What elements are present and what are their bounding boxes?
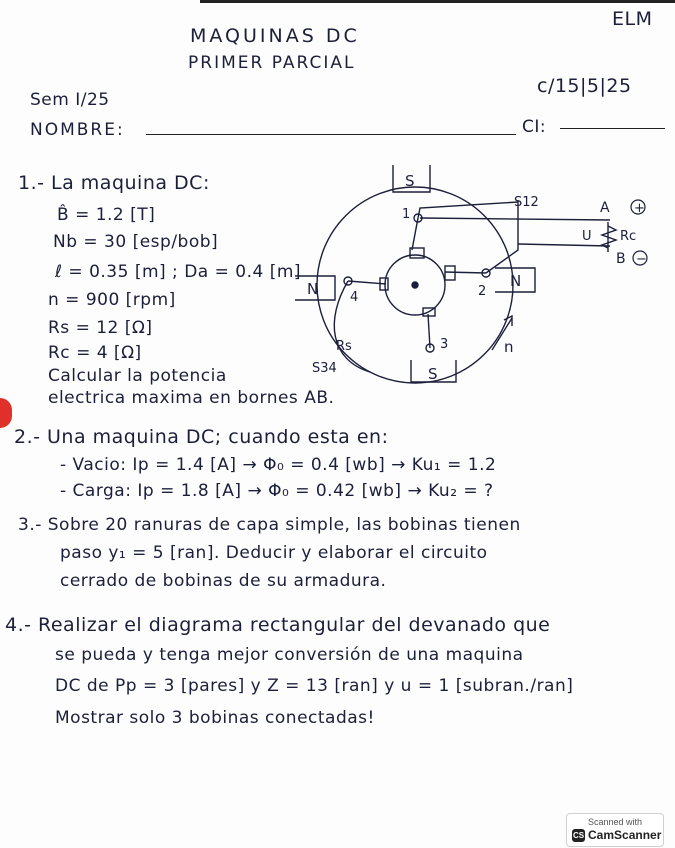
ci-underline: [560, 128, 665, 129]
camscanner-logo-icon: CS: [572, 831, 585, 840]
course-code: ELM: [612, 8, 653, 30]
camscanner-name: CamScanner: [588, 828, 662, 842]
q1-flux-density: B̂ = 1.2 [T]: [57, 205, 156, 225]
speed-n-label: n: [504, 338, 514, 356]
name-label: NOMBRE:: [30, 120, 125, 140]
q1-length-diameter: ℓ = 0.35 [m] ; Da = 0.4 [m]: [55, 262, 302, 282]
voltage-u-label: U: [582, 229, 592, 244]
brush-4-label: 4: [350, 290, 359, 305]
exam-title: MAQUINAS DC: [190, 25, 360, 47]
terminal-b-label: B: [616, 251, 626, 267]
q4-line-2: se pueda y tenga mejor conversión de una maquina: [55, 645, 524, 665]
pole-top-label: S: [405, 172, 415, 190]
scanned-with-text: Scanned with: [587, 817, 643, 827]
exam-subtitle: PRIMER PARCIAL: [188, 53, 356, 73]
s34-label: S34: [312, 361, 337, 376]
q4-line-4: Mostrar solo 3 bobinas conectadas!: [55, 708, 375, 728]
q1-intro: 1.- La maquina DC:: [18, 172, 210, 194]
q3-line-2: paso y₁ = 5 [ran]. Deducir y elaborar el circuito: [60, 543, 488, 563]
q4-line-3: DC de Pp = 3 [pares] y Z = 13 [ran] y u = 1 [subran./ran]: [55, 676, 574, 696]
terminal-a-label: A: [600, 200, 610, 216]
brush-3-label: 3: [440, 337, 449, 352]
pole-right-label: N: [510, 272, 522, 290]
q2-intro: 2.- Una maquina DC; cuando esta en:: [14, 426, 389, 448]
q1-rc: Rc = 4 [Ω]: [48, 343, 142, 363]
red-margin-mark: [0, 398, 12, 428]
semester-label: Sem I/25: [30, 90, 110, 110]
pole-bottom-label: S: [428, 365, 438, 383]
rc-label: Rc: [620, 229, 637, 244]
q2-load-line: - Carga: Ip = 1.8 [A] → Φ₀ = 0.42 [wb] → Ku₂ = ?: [60, 481, 494, 501]
dc-machine-diagram: [290, 160, 675, 400]
q3-line-3: cerrado de bobinas de su armadura.: [60, 571, 387, 591]
q4-line-1: 4.- Realizar el diagrama rectangular del devanado que: [5, 614, 551, 636]
q1-task-line-2: electrica maxima en bornes AB.: [48, 388, 335, 408]
q3-line-1: 3.- Sobre 20 ranuras de capa simple, las bobinas tienen: [18, 515, 521, 535]
page-top-edge-line: [200, 0, 675, 3]
ci-label: CI:: [522, 117, 547, 137]
brush-1-label: 1: [402, 207, 411, 222]
q1-task-line-1: Calcular la potencia: [48, 366, 227, 386]
rs-label: Rs: [336, 339, 352, 354]
camscanner-badge: [566, 813, 664, 847]
terminal-b-minus: −: [636, 252, 647, 267]
pole-left-label: N: [307, 280, 319, 298]
q1-speed: n = 900 [rpm]: [48, 290, 176, 310]
q1-rs: Rs = 12 [Ω]: [48, 318, 153, 338]
q2-no-load-line: - Vacio: Ip = 1.4 [A] → Φ₀ = 0.4 [wb] → Ku₁ = 1.2: [60, 455, 497, 475]
q1-turns-per-coil: Nb = 30 [esp/bob]: [53, 232, 219, 252]
terminal-a-plus: +: [634, 201, 645, 216]
exam-date: c/15|5|25: [537, 75, 632, 97]
brush-2-label: 2: [478, 284, 487, 299]
s12-label: S12: [514, 195, 539, 210]
name-underline: [146, 134, 516, 135]
